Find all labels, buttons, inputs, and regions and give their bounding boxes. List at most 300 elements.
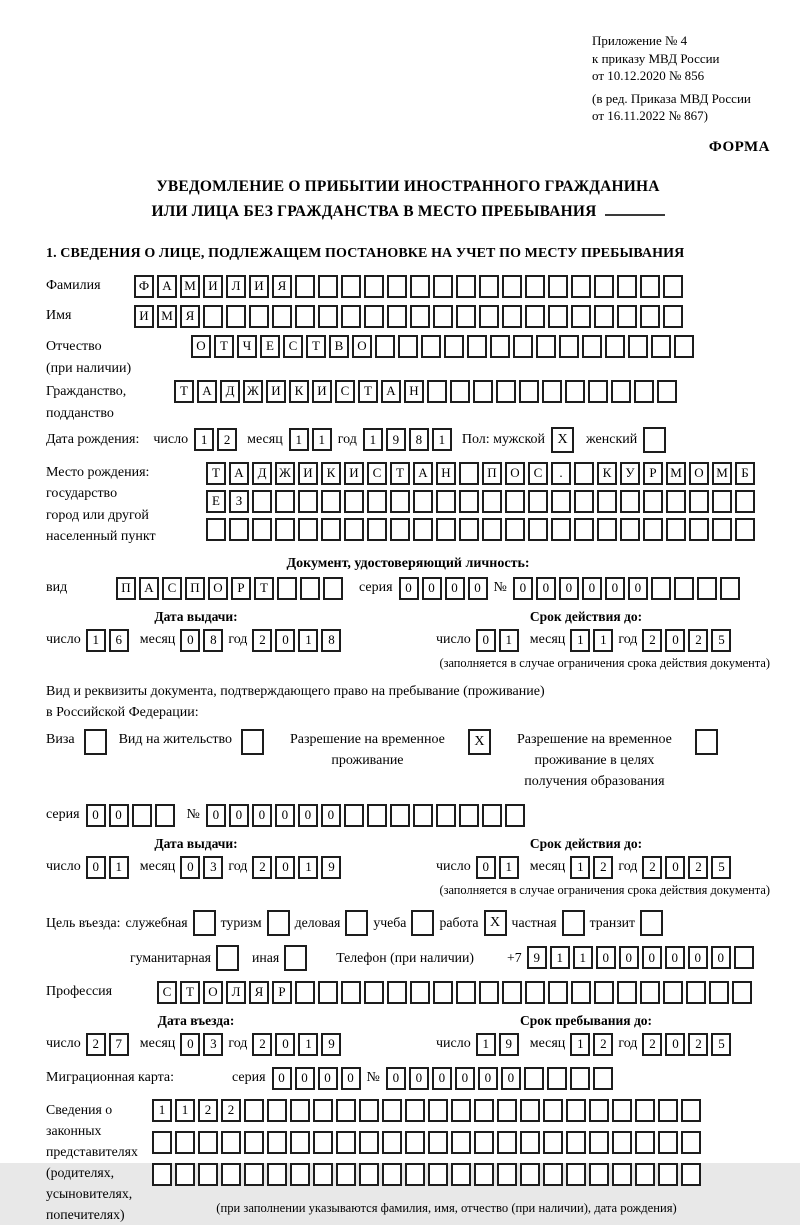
char-box[interactable] (505, 490, 525, 513)
char-box[interactable]: 0 (422, 577, 442, 600)
char-box[interactable] (313, 1131, 333, 1154)
char-box[interactable] (244, 1131, 264, 1154)
char-box[interactable] (525, 305, 545, 328)
char-box[interactable] (249, 305, 269, 328)
char-box[interactable]: 0 (665, 1033, 685, 1056)
char-box[interactable] (221, 1131, 241, 1154)
char-box[interactable] (525, 275, 545, 298)
char-box[interactable]: 0 (386, 1067, 406, 1090)
char-box[interactable] (323, 577, 343, 600)
char-box[interactable] (735, 490, 755, 513)
char-box[interactable]: 0 (642, 946, 662, 969)
char-box[interactable]: А (139, 577, 159, 600)
char-box[interactable] (482, 490, 502, 513)
char-box[interactable]: К (597, 462, 617, 485)
char-box[interactable] (574, 518, 594, 541)
char-box[interactable] (594, 275, 614, 298)
char-box[interactable]: Т (390, 462, 410, 485)
char-box[interactable] (658, 1099, 678, 1122)
char-box[interactable]: 2 (688, 856, 708, 879)
char-box[interactable]: 0 (665, 946, 685, 969)
char-box[interactable]: 0 (596, 946, 616, 969)
visa-checkbox[interactable] (84, 729, 107, 755)
char-box[interactable] (390, 518, 410, 541)
char-box[interactable] (336, 1163, 356, 1186)
char-box[interactable] (474, 1131, 494, 1154)
sex-female-checkbox[interactable] (643, 427, 666, 453)
char-box[interactable] (321, 490, 341, 513)
char-box[interactable] (589, 1131, 609, 1154)
char-box[interactable] (617, 305, 637, 328)
char-box[interactable]: 1 (570, 1033, 590, 1056)
char-box[interactable] (681, 1099, 701, 1122)
char-box[interactable] (566, 1163, 586, 1186)
char-box[interactable]: Н (404, 380, 424, 403)
char-box[interactable]: 1 (570, 856, 590, 879)
char-box[interactable] (467, 335, 487, 358)
char-box[interactable]: 1 (152, 1099, 172, 1122)
char-box[interactable]: Б (735, 462, 755, 485)
char-box[interactable] (520, 1131, 540, 1154)
char-box[interactable] (267, 1163, 287, 1186)
char-box[interactable] (620, 518, 640, 541)
char-box[interactable]: Т (174, 380, 194, 403)
char-box[interactable] (344, 490, 364, 513)
char-box[interactable]: С (162, 577, 182, 600)
char-box[interactable] (497, 1131, 517, 1154)
char-box[interactable]: И (344, 462, 364, 485)
char-box[interactable]: 0 (252, 804, 272, 827)
char-box[interactable]: 0 (341, 1067, 361, 1090)
char-box[interactable] (341, 275, 361, 298)
char-box[interactable] (364, 305, 384, 328)
char-box[interactable]: 1 (175, 1099, 195, 1122)
char-box[interactable]: 9 (321, 1033, 341, 1056)
char-box[interactable] (275, 518, 295, 541)
char-box[interactable] (427, 380, 447, 403)
char-box[interactable]: 6 (109, 629, 129, 652)
char-box[interactable] (474, 1163, 494, 1186)
char-box[interactable] (390, 804, 410, 827)
char-box[interactable]: 2 (593, 856, 613, 879)
char-box[interactable] (681, 1163, 701, 1186)
char-box[interactable] (298, 490, 318, 513)
char-box[interactable] (548, 981, 568, 1004)
char-box[interactable]: 1 (298, 1033, 318, 1056)
char-box[interactable] (559, 335, 579, 358)
char-box[interactable] (551, 490, 571, 513)
char-box[interactable]: П (185, 577, 205, 600)
purpose-work-checkbox[interactable]: X (484, 910, 507, 936)
char-box[interactable] (681, 1131, 701, 1154)
char-box[interactable]: У (620, 462, 640, 485)
char-box[interactable] (344, 804, 364, 827)
char-box[interactable]: 1 (289, 428, 309, 451)
char-box[interactable]: О (203, 981, 223, 1004)
char-box[interactable]: 0 (432, 1067, 452, 1090)
char-box[interactable] (318, 275, 338, 298)
char-box[interactable] (520, 1163, 540, 1186)
char-box[interactable]: 2 (252, 856, 272, 879)
char-box[interactable]: 2 (252, 1033, 272, 1056)
char-box[interactable]: 0 (501, 1067, 521, 1090)
char-box[interactable]: 0 (206, 804, 226, 827)
char-box[interactable]: М (157, 305, 177, 328)
char-box[interactable]: 2 (198, 1099, 218, 1122)
char-box[interactable] (712, 490, 732, 513)
char-box[interactable]: 1 (573, 946, 593, 969)
char-box[interactable]: 1 (550, 946, 570, 969)
char-box[interactable]: А (229, 462, 249, 485)
char-box[interactable] (456, 305, 476, 328)
char-box[interactable]: 0 (275, 856, 295, 879)
char-box[interactable] (674, 577, 694, 600)
char-box[interactable]: 0 (468, 577, 488, 600)
char-box[interactable] (490, 335, 510, 358)
char-box[interactable]: 1 (109, 856, 129, 879)
char-box[interactable] (398, 335, 418, 358)
char-box[interactable] (364, 981, 384, 1004)
temp-residence-checkbox[interactable]: X (468, 729, 491, 755)
char-box[interactable] (697, 577, 717, 600)
char-box[interactable] (473, 380, 493, 403)
char-box[interactable] (519, 380, 539, 403)
char-box[interactable]: Р (643, 462, 663, 485)
char-box[interactable] (433, 305, 453, 328)
char-box[interactable]: Т (206, 462, 226, 485)
char-box[interactable] (221, 1163, 241, 1186)
char-box[interactable]: Т (180, 981, 200, 1004)
char-box[interactable]: 0 (665, 629, 685, 652)
char-box[interactable]: С (157, 981, 177, 1004)
char-box[interactable]: 0 (180, 629, 200, 652)
char-box[interactable]: 2 (642, 1033, 662, 1056)
char-box[interactable]: 0 (711, 946, 731, 969)
char-box[interactable]: 1 (86, 629, 106, 652)
char-box[interactable] (686, 981, 706, 1004)
char-box[interactable] (367, 518, 387, 541)
char-box[interactable]: 1 (298, 856, 318, 879)
char-box[interactable] (413, 804, 433, 827)
char-box[interactable] (451, 1163, 471, 1186)
char-box[interactable]: 2 (688, 1033, 708, 1056)
char-box[interactable]: 0 (86, 856, 106, 879)
char-box[interactable] (295, 981, 315, 1004)
purpose-business-checkbox[interactable] (345, 910, 368, 936)
purpose-humanitarian-checkbox[interactable] (216, 945, 239, 971)
purpose-official-checkbox[interactable] (193, 910, 216, 936)
char-box[interactable]: 2 (86, 1033, 106, 1056)
char-box[interactable] (436, 804, 456, 827)
char-box[interactable] (482, 804, 502, 827)
char-box[interactable] (175, 1131, 195, 1154)
char-box[interactable]: А (413, 462, 433, 485)
char-box[interactable]: К (321, 462, 341, 485)
char-box[interactable]: 0 (86, 804, 106, 827)
char-box[interactable] (593, 1067, 613, 1090)
char-box[interactable] (387, 981, 407, 1004)
char-box[interactable] (547, 1067, 567, 1090)
char-box[interactable] (382, 1131, 402, 1154)
char-box[interactable] (712, 518, 732, 541)
char-box[interactable]: 2 (217, 428, 237, 451)
char-box[interactable]: 9 (499, 1033, 519, 1056)
char-box[interactable]: 0 (688, 946, 708, 969)
char-box[interactable]: 1 (312, 428, 332, 451)
char-box[interactable]: О (352, 335, 372, 358)
char-box[interactable] (643, 490, 663, 513)
char-box[interactable]: Я (180, 305, 200, 328)
char-box[interactable] (635, 1163, 655, 1186)
char-box[interactable] (628, 335, 648, 358)
char-box[interactable]: 1 (363, 428, 383, 451)
char-box[interactable]: 9 (321, 856, 341, 879)
char-box[interactable]: 0 (619, 946, 639, 969)
char-box[interactable]: 0 (536, 577, 556, 600)
char-box[interactable] (543, 1131, 563, 1154)
char-box[interactable] (663, 305, 683, 328)
char-box[interactable] (428, 1131, 448, 1154)
char-box[interactable] (582, 335, 602, 358)
char-box[interactable] (635, 1131, 655, 1154)
char-box[interactable] (574, 490, 594, 513)
char-box[interactable] (497, 1163, 517, 1186)
char-box[interactable] (433, 981, 453, 1004)
char-box[interactable] (203, 305, 223, 328)
char-box[interactable] (505, 518, 525, 541)
char-box[interactable]: С (367, 462, 387, 485)
char-box[interactable] (479, 305, 499, 328)
char-box[interactable] (405, 1099, 425, 1122)
char-box[interactable] (611, 380, 631, 403)
char-box[interactable] (497, 1099, 517, 1122)
char-box[interactable] (513, 335, 533, 358)
char-box[interactable]: 8 (321, 629, 341, 652)
char-box[interactable] (663, 981, 683, 1004)
char-box[interactable]: 9 (527, 946, 547, 969)
char-box[interactable] (387, 275, 407, 298)
char-box[interactable]: Н (436, 462, 456, 485)
char-box[interactable] (359, 1099, 379, 1122)
char-box[interactable] (658, 1131, 678, 1154)
char-box[interactable] (436, 518, 456, 541)
char-box[interactable]: 0 (180, 1033, 200, 1056)
char-box[interactable] (267, 1099, 287, 1122)
char-box[interactable] (290, 1131, 310, 1154)
char-box[interactable]: С (283, 335, 303, 358)
char-box[interactable] (502, 275, 522, 298)
char-box[interactable] (387, 305, 407, 328)
char-box[interactable] (295, 275, 315, 298)
char-box[interactable]: 1 (593, 629, 613, 652)
char-box[interactable]: Д (220, 380, 240, 403)
char-box[interactable]: 0 (399, 577, 419, 600)
char-box[interactable] (709, 981, 729, 1004)
char-box[interactable] (382, 1099, 402, 1122)
char-box[interactable] (588, 380, 608, 403)
char-box[interactable]: 0 (272, 1067, 292, 1090)
char-box[interactable] (640, 275, 660, 298)
char-box[interactable] (367, 804, 387, 827)
char-box[interactable] (617, 981, 637, 1004)
char-box[interactable] (666, 518, 686, 541)
char-box[interactable] (674, 335, 694, 358)
char-box[interactable] (594, 305, 614, 328)
char-box[interactable]: 1 (194, 428, 214, 451)
char-box[interactable] (433, 275, 453, 298)
char-box[interactable]: 0 (229, 804, 249, 827)
char-box[interactable] (574, 462, 594, 485)
char-box[interactable] (605, 335, 625, 358)
sex-male-checkbox[interactable]: X (551, 427, 574, 453)
char-box[interactable]: О (505, 462, 525, 485)
char-box[interactable] (198, 1131, 218, 1154)
char-box[interactable]: А (381, 380, 401, 403)
char-box[interactable] (548, 275, 568, 298)
char-box[interactable]: 1 (476, 1033, 496, 1056)
char-box[interactable] (410, 981, 430, 1004)
char-box[interactable] (359, 1163, 379, 1186)
char-box[interactable]: З (229, 490, 249, 513)
char-box[interactable] (536, 335, 556, 358)
char-box[interactable] (405, 1163, 425, 1186)
char-box[interactable]: Т (358, 380, 378, 403)
char-box[interactable]: Ж (243, 380, 263, 403)
char-box[interactable] (267, 1131, 287, 1154)
char-box[interactable]: 1 (499, 856, 519, 879)
char-box[interactable]: М (712, 462, 732, 485)
char-box[interactable]: С (528, 462, 548, 485)
char-box[interactable]: Я (249, 981, 269, 1004)
char-box[interactable] (566, 1131, 586, 1154)
char-box[interactable] (341, 981, 361, 1004)
char-box[interactable]: Т (254, 577, 274, 600)
char-box[interactable]: 0 (109, 804, 129, 827)
char-box[interactable]: 5 (711, 1033, 731, 1056)
char-box[interactable]: Ч (237, 335, 257, 358)
char-box[interactable] (252, 490, 272, 513)
char-box[interactable]: 1 (298, 629, 318, 652)
char-box[interactable] (336, 1131, 356, 1154)
char-box[interactable] (367, 490, 387, 513)
char-box[interactable] (344, 518, 364, 541)
char-box[interactable] (479, 275, 499, 298)
char-box[interactable] (459, 462, 479, 485)
char-box[interactable] (226, 305, 246, 328)
char-box[interactable] (528, 518, 548, 541)
char-box[interactable]: 2 (593, 1033, 613, 1056)
char-box[interactable]: О (208, 577, 228, 600)
char-box[interactable]: 0 (321, 804, 341, 827)
char-box[interactable] (244, 1099, 264, 1122)
char-box[interactable]: 0 (476, 629, 496, 652)
char-box[interactable]: И (203, 275, 223, 298)
char-box[interactable] (152, 1131, 172, 1154)
char-box[interactable] (175, 1163, 195, 1186)
char-box[interactable] (410, 275, 430, 298)
char-box[interactable] (571, 981, 591, 1004)
char-box[interactable] (570, 1067, 590, 1090)
char-box[interactable]: И (312, 380, 332, 403)
char-box[interactable] (459, 804, 479, 827)
char-box[interactable] (451, 1099, 471, 1122)
char-box[interactable] (321, 518, 341, 541)
char-box[interactable] (666, 490, 686, 513)
char-box[interactable] (318, 981, 338, 1004)
char-box[interactable] (734, 946, 754, 969)
char-box[interactable] (635, 1099, 655, 1122)
char-box[interactable] (459, 490, 479, 513)
char-box[interactable]: 9 (386, 428, 406, 451)
char-box[interactable] (524, 1067, 544, 1090)
char-box[interactable] (640, 981, 660, 1004)
char-box[interactable] (720, 577, 740, 600)
char-box[interactable]: Ф (134, 275, 154, 298)
char-box[interactable] (505, 804, 525, 827)
char-box[interactable]: 3 (203, 1033, 223, 1056)
char-box[interactable]: Т (306, 335, 326, 358)
char-box[interactable]: П (116, 577, 136, 600)
char-box[interactable]: И (298, 462, 318, 485)
char-box[interactable]: Р (231, 577, 251, 600)
char-box[interactable]: 8 (409, 428, 429, 451)
char-box[interactable] (313, 1163, 333, 1186)
char-box[interactable] (479, 981, 499, 1004)
char-box[interactable]: 0 (275, 629, 295, 652)
char-box[interactable]: М (180, 275, 200, 298)
char-box[interactable]: П (482, 462, 502, 485)
char-box[interactable] (155, 804, 175, 827)
char-box[interactable] (612, 1131, 632, 1154)
char-box[interactable] (482, 518, 502, 541)
char-box[interactable] (206, 518, 226, 541)
char-box[interactable]: 0 (275, 1033, 295, 1056)
char-box[interactable]: 0 (476, 856, 496, 879)
char-box[interactable] (318, 305, 338, 328)
char-box[interactable] (244, 1163, 264, 1186)
char-box[interactable] (152, 1163, 172, 1186)
purpose-transit-checkbox[interactable] (640, 910, 663, 936)
residence-permit-checkbox[interactable] (241, 729, 264, 755)
char-box[interactable]: 7 (109, 1033, 129, 1056)
char-box[interactable] (496, 380, 516, 403)
char-box[interactable] (382, 1163, 402, 1186)
char-box[interactable] (571, 275, 591, 298)
char-box[interactable] (620, 490, 640, 513)
char-box[interactable] (272, 305, 292, 328)
char-box[interactable]: 1 (499, 629, 519, 652)
char-box[interactable] (390, 490, 410, 513)
char-box[interactable] (657, 380, 677, 403)
char-box[interactable] (689, 490, 709, 513)
char-box[interactable]: О (689, 462, 709, 485)
char-box[interactable] (405, 1131, 425, 1154)
char-box[interactable]: И (266, 380, 286, 403)
char-box[interactable] (543, 1163, 563, 1186)
char-box[interactable]: Т (214, 335, 234, 358)
char-box[interactable]: 0 (445, 577, 465, 600)
char-box[interactable]: Е (206, 490, 226, 513)
char-box[interactable] (451, 1131, 471, 1154)
char-box[interactable]: 0 (582, 577, 602, 600)
char-box[interactable]: 0 (318, 1067, 338, 1090)
char-box[interactable]: Р (272, 981, 292, 1004)
char-box[interactable] (313, 1099, 333, 1122)
char-box[interactable] (474, 1099, 494, 1122)
char-box[interactable]: А (197, 380, 217, 403)
char-box[interactable] (275, 490, 295, 513)
char-box[interactable] (651, 335, 671, 358)
